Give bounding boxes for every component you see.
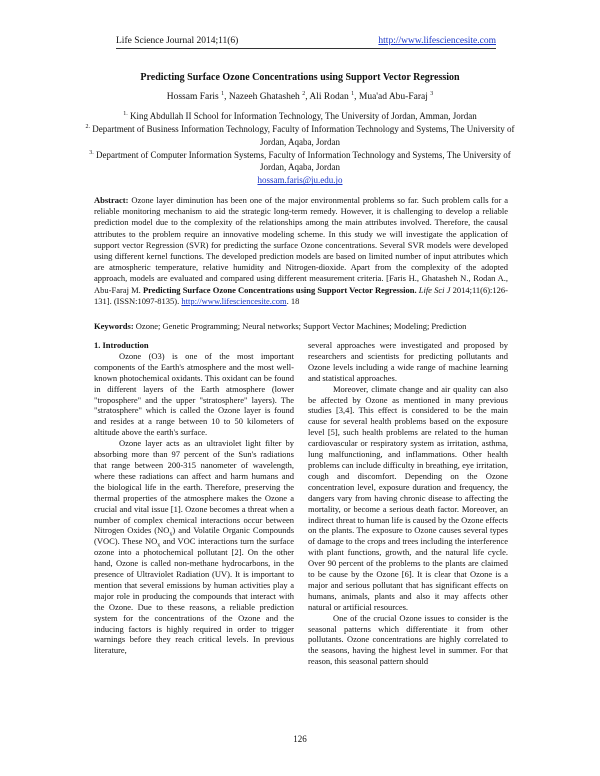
body-column-left (94, 340, 294, 656)
affiliations (80, 110, 520, 188)
author-email-link[interactable]: hossam.faris@ju.edu.jo (257, 175, 343, 186)
running-header (116, 36, 496, 46)
paper-title: Predicting Surface Ozone Concentrations using Support Vector Regression (140, 72, 460, 83)
keywords (94, 321, 508, 332)
author-name: Nazeeh Ghatasheh (228, 92, 300, 102)
journal-name: Life Science Journal 2014;11(6) (116, 36, 239, 46)
paragraph-text: Ozone layer acts as an ultraviolet light filter by absorbing more than 97 percent of the Sun's radiations that range between 200-315 nanometer of wavelength, where these radiations can affect and harm humans and the biological life in the earth. Therefore, preserving the thermal properties of the atmosphere makes the Ozone a crucial and vital issue [1]. Ozone becomes a threat when a number of complex chemical interactions occur between Nitrogen Oxides (NO (94, 438, 294, 536)
keywords-label: Keywords: (94, 321, 134, 331)
affiliation-sup: 1. (123, 111, 128, 117)
paragraph-text: ) and Volatile Organic Compounds (VOC). These NO (94, 525, 294, 547)
citation-authors: [Faris H., Ghatasheh N., Rodan A., Abu-Faraj M. (94, 273, 508, 295)
citation-details: 2014;11(6):126-131]. (ISSN:1097-8135). (94, 284, 508, 306)
affiliation-text: Department of Computer Information Systems, Faculty of Information Technology and Systems, The University of Jordan, Aqaba, Jordan (96, 149, 511, 173)
author-list: Hossam Faris $^1$, Nazeeh Ghatasheh $^2$, Ali Rodan $^1$, Mua'ad Abu-Faraj $^3$ (166, 90, 434, 102)
header-rule (116, 48, 496, 49)
keywords-text: Ozone; Genetic Programming; Neural networks; Support Vector Machines; Modeling; Prediction (135, 321, 467, 331)
author-name: Ali Rodan (309, 92, 349, 102)
author-sup: 1 (351, 90, 355, 97)
affiliation (80, 123, 520, 148)
subscript: x (169, 532, 173, 539)
paragraph (94, 438, 294, 656)
abstract (94, 195, 508, 307)
citation-number: . 18 (286, 295, 300, 306)
affiliation-sup: 3. (89, 149, 94, 156)
paragraph: Ozone (O3) is one of the most important components of the Earth's atmosphere and the most well-known photochemical oxidants. This oxidant can be found in different layers of the Earth atmosphere (lower "troposphere" and the upper "stratosphere" layers). The "stratosphere" which is called the Ozone layer is found and resides at a range between 10 to 50 kilometers of altitude above the earth's surface. (94, 350, 294, 438)
subscript: x (157, 543, 161, 549)
affiliation-text: Department of Business Information Technology, Faculty of Information Technology and Systems, The University of Jordan, Aqaba, Jordan (92, 124, 515, 147)
paragraph: One of the crucial Ozone issues to consider is the seasonal patterns which differentiate it from other pollutants. Ozone concentrations are highly correlated to the seasons, having the highest level in summer. For that reason, this seasonal pattern should (308, 612, 508, 667)
section-heading: 1. Introduction (94, 340, 149, 350)
affiliation-sup: 2. (85, 124, 90, 131)
paragraph: several approaches were investigated and proposed by researchers and scientists for predicting pollutants and Ozone levels including a wide range of machine learning and statistical approaches. (308, 340, 508, 383)
page-number: 126 (293, 734, 307, 744)
paragraph: Moreover, climate change and air quality can also be affected by Ozone as mentioned in many previous studies [3,4]. This effect is considered to be the main cause for several health problems based on the exposure level [5], such health problems are related to the human cardiovascular or respiratory system as irritation, asthma, lung malfunctioning, and inflammations. Other health problems can include difficulty in breathing, eye irritation, cough and discomfort. Depending on the Ozone concentration level, exposure duration and frequency, the dangers vary from having chronic disease to affecting the mortality, or become a serious death factor. Moreover, an indirect threat to human life is caused by the Ozone effects on the plants. The exposure to Ozone causes several types of damage to the crops and trees including the interference with plant functions, growth, and the natural life cycle. Over 90 percent of the problems to the plants are claimed to be cause by the Ozone [6]. It is clear that Ozone is a major and serious pollutant that has significant effects on humans, animals, plants and also it may affects other natural or artificial resources. (308, 383, 508, 612)
affiliation (80, 110, 520, 122)
author-name: Hossam Faris (166, 92, 219, 102)
affiliation (80, 149, 520, 174)
body-column-right (308, 340, 508, 667)
paragraph-text: and VOC interactions turn the surface ozone into a photochemical pollutant [2]. On the other hand, Ozone is called non-methane hydrocarbons, in the presence of Ultraviolet Radiation (UV). It is important to mention that several emissions by human activities play a major role in producing the compounds that interact with the Ozone. Due to these reasons, a reliable prediction system for the concentrations of the Ozone and the inducing factors is highly required in order to trigger warnings before they reach critical levels. In previous literature, (94, 536, 294, 656)
author-sup: 3 (430, 90, 434, 97)
abstract-label: Abstract: (94, 195, 129, 205)
abstract-text: Ozone layer diminution has been one of the major environmental problems so far. Such problem calls for a reliable monitoring mechanism to aid the strategic long-term remedy. However, it is challenging to develop a reliable prediction model due to the complexity of the relationships among the main attributes involved. Therefore, the causal attributes to the problem require an innovative modeling scheme. In this study we will investigate the application of support vector Regression (SVR) for predicting the surface Ozone concentrations. Several SVR models were developed using different kernel functions. The developed prediction models are based on limited number of input attributes which are atmospheric temperature, relative humidity and Nitrogen-dioxide. Apart from the complexity of the adopted approach, models are evaluated and compared using different measurement criteria. (94, 195, 509, 284)
email-line (80, 174, 520, 186)
journal-url-link[interactable]: http://www.lifesciencesite.com (378, 36, 496, 46)
affiliation-text: King Abdullah II School for Information Technology, The University of Jordan, Amman, Jordan (130, 111, 477, 121)
author-sup: 1 (221, 90, 225, 97)
author-sup: 2 (302, 90, 306, 97)
citation-title: Predicting Surface Ozone Concentrations using Support Vector Regression. (142, 284, 417, 295)
citation-journal: Life Sci J (418, 284, 451, 295)
author-name: Mua'ad Abu-Faraj (358, 92, 428, 102)
citation-url-link[interactable]: http://www.lifesciencesite.com (181, 295, 287, 306)
